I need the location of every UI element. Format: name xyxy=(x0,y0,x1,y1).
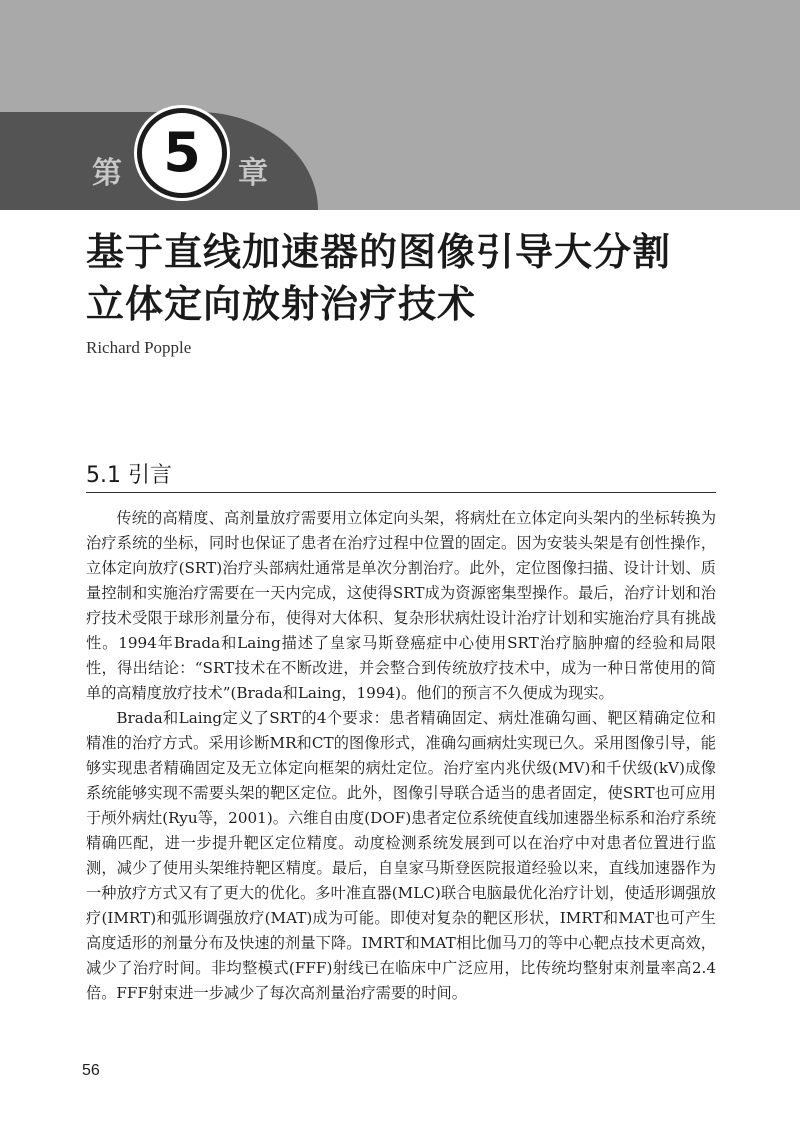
chapter-title-line-2: 立体定向放射治疗技术 xyxy=(86,282,477,326)
chapter-number-badge xyxy=(137,108,227,198)
chapter-title xyxy=(86,226,726,330)
author-name: Richard Popple xyxy=(86,338,192,357)
chapter-number: 5 xyxy=(163,121,201,184)
paragraph-1: 传统的高精度、高剂量放疗需要用立体定向头架，将病灶在立体定向头架内的坐标转换为治疗系统的坐标，同时也保证了患者在治疗过程中位置的固定。因为安装头架是有创性操作，立体定向放疗(SRT)治疗头部病灶通常是单次分割治疗。此外，定位图像扫描、设计计划、质量控制和实施治疗需要在一天内完成，这使得SRT成为资源密集型操作。最后，治疗计划和治疗技术受限于球形剂量分布，使得对大体积、复杂形状病灶设计治疗计划和实施治疗具有挑战性。1994年Brada和Laing描述了皇家马斯登癌症中心使用SRT治疗脑肿瘤的经验和局限性，得出结论：“SRT技术在不断改进，并会整合到传统放疗技术中，成为一种日常使用的简单的高精度放疗技术”(Brada和Laing，1994)。他们的预言不久便成为现实。 xyxy=(86,509,716,702)
paragraph-2: Brada和Laing定义了SRT的4个要求：患者精确固定、病灶准确勾画、靶区精确定位和精准的治疗方式。采用诊断MR和CT的图像形式，准确勾画病灶实现已久。采用图像引导，能够实现患者精确固定及无立体定向框架的病灶定位。治疗室内兆伏级(MV)和千伏级(kV)成像系统能够实现不需要头架的靶区定位。此外，图像引导联合适当的患者固定，使SRT也可应用于颅外病灶(Ryu等，2001)。六维自由度(DOF)患者定位系统使直线加速器坐标系和治疗系统精确匹配，进一步提升靶区定位精度。动度检测系统发展到可以在治疗中对患者位置进行监测，减少了使用头架维持靶区精度。最后，自皇家马斯登医院报道经验以来，直线加速器作为一种放疗方式又有了更大的优化。多叶准直器(MLC)联合电脑最优化治疗计划，使适形调强放疗(IMRT)和弧形调强放疗(MAT)成为可能。即使对复杂的靶区形状，IMRT和MAT也可产生高度适形的剂量分布及快速的剂量下降。IMRT和MAT相比伽马刀的等中心靶点技术更高效，减少了治疗时间。非均整模式(FFF)射线已在临床中广泛应用，比传统均整射束剂量率高2.4倍。FFF射束进一步减少了每次高剂量治疗需要的时间。 xyxy=(86,709,716,1002)
chapter-label-suffix: 章 xyxy=(238,156,268,191)
page-number: 56 xyxy=(82,1062,100,1079)
chapter-label-prefix: 第 xyxy=(92,156,123,191)
section-divider xyxy=(86,492,716,493)
section-heading: 5.1 引言 xyxy=(86,463,172,488)
chapter-title-line-1: 基于直线加速器的图像引导大分割 xyxy=(86,230,672,274)
body-text xyxy=(86,506,716,1006)
